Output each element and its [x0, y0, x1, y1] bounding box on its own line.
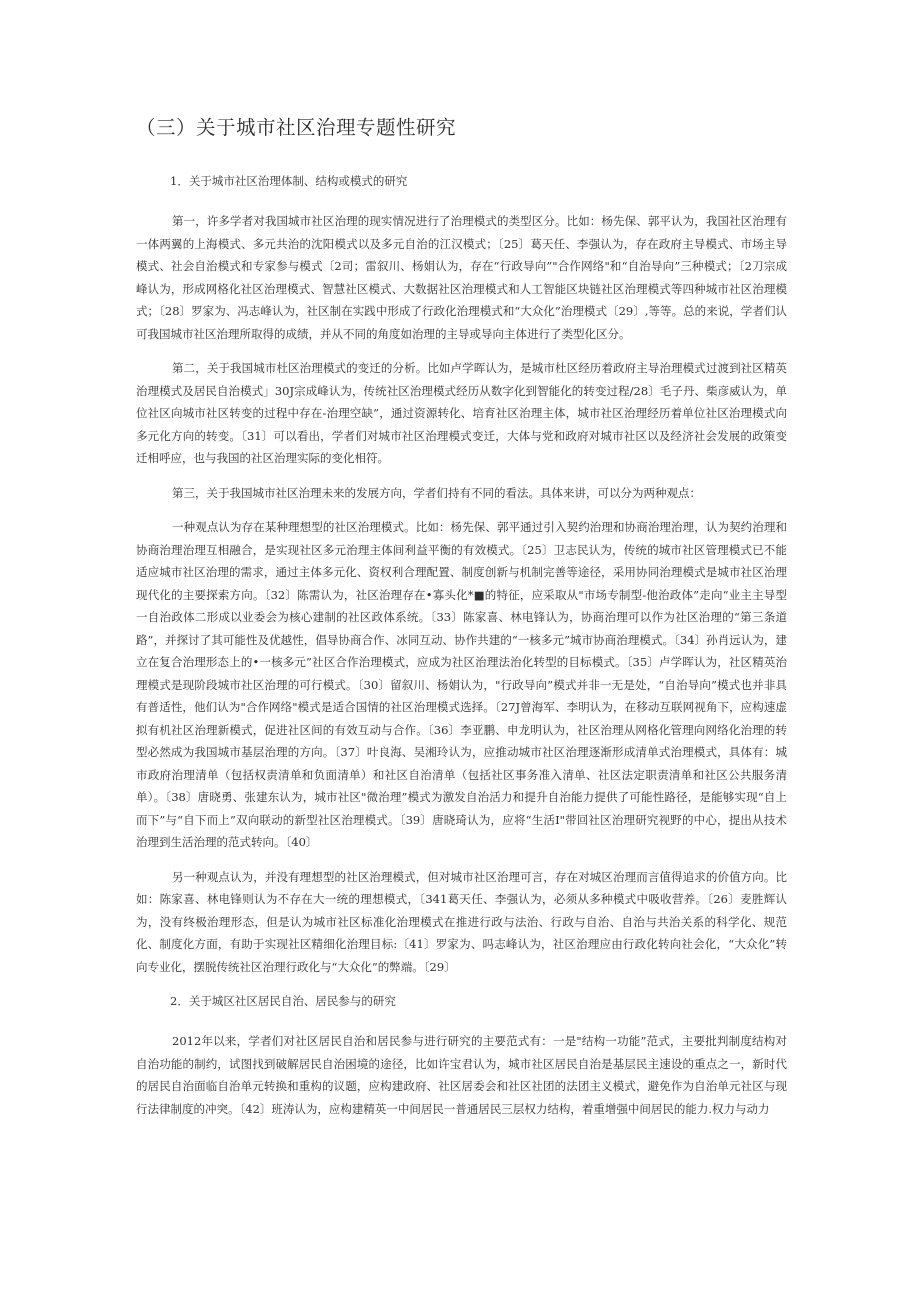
section-title: （三）关于城市社区治理专题性研究	[136, 116, 457, 139]
paragraph: 第一，许多学者对我国城市社区治理的现实情况进行了治理模式的类型区分。比如：杨先保、郭平认为，我国社区治理有一体两翼的上海模式、多元共治的沈阳模式以及多元自治的江汉模式；〔25〕葛天任、李强认为，存在政府主导模式、市场主导模式、社会自治模式和专家参与模式〔2司；雷叙川、杨娟认为，存在“行政导向”"合作网络"和“自治导向”三种模式；〔2刀宗成峰认为，形成网格化社区治理模式、智慧社区模式、大数据社区治理模式和人工智能区块链社区治理模式等四种城市社区治理模式；〔28〕罗家为、冯志峰认为，社区制在实践中形成了行政化治理模式和“大众化”治理模式〔29〕,等等。总的来说，学者们认可我国城市社区治理所取得的成绩，并从不同的角度如治理的主导或导向主体进行了类型化区分。	[136, 214, 787, 341]
subsection-heading: 1．关于城市社区治理体制、结构或模式的研究	[170, 174, 408, 188]
paragraph: 第三，关于我国城市社区治理未来的发展方向，学者们持有不同的看法。具体来讲，可以分为两种观点：	[172, 485, 701, 500]
subsection-2	[136, 990, 787, 1120]
paragraph: 2012年以来，学者们对社区居民自治和居民参与进行研究的主要范式有：一是"结构一功能”范式，主要批判制度结构对自治功能的制约，试图找到破解居民自治困境的途径，比如许宝君认为，城市社区居民自治是基层民主速设的重点之一，新时代的居民自治面临自治单元转换和重构的议题，应构建政府、社区居委会和社区社团的法团主义模式，避免作为自治单元社区与现行法律制度的冲突。〔42〕班涛认为，应构建精英一中间居民一普通居民三层权力结构，着重增强中间居民的能力.权力与动力	[136, 1034, 787, 1116]
subsection-1	[136, 170, 787, 978]
paragraph: 第二，关于我国城市杜区治理模式的变迁的分析。比如卢学晖认为，是城市杜区经历着政府主导治理模式过渡到社区精英治理模式及居民自治模式」30J宗成峰认为，传统社区治理模式经历从数字化到智能化的转变过程/28〕毛子丹、柴彦威认为，单位社区向城市社区转变的过程中存在-治理空缺”，通过资源转化、培育社区治理主体，城市社区治理经历着单位社区治理模式向多元化方向的转变。〔31〕可以看出，学者们对城市社区治理模式变迁，大体与党和政府对城市社区以及经济社会发展的政策变迁相呼应，也与我国的社区治理实际的变化相符。	[136, 361, 787, 465]
paragraph: 另一种观点认为，并没有理想型的社区治理模式，但对城市社区治理可言，存在对城区治理而言值得追求的价值方向。比如：陈家喜、林电锋则认为不存在大一统的理想模式，〔341葛天任、李强认为，必须从多种模式中吸收营养。〔26〕麦胜辉认为，没有终极治理形态，但是认为城市社区标准化治理模式在推进行政与法治、行政与自治、自治与共治关系的科学化、规范化、制度化方面，有助于实现社区精细化治理目标:〔41〕罗家为、吗志峰认为，社区治理应由行政化转向社会化，“大众化”转向专业化，摆脱传统社区治理行政化与“大众化”的弊端。〔29〕	[136, 869, 787, 974]
subsection-heading: 2．关于城区社区居民自治、居民参与的研究	[170, 994, 396, 1008]
paragraph: 一种观点认为存在某种理想型的社区治理模式。比如：杨先保、郭平通过引入契约治理和协商治理治理，认为契约治理和协商治理治理互相融合，是实现社区多元治理主体间利益平衡的有效模式。〔25〕卫志民认为，传统的城市社区管理模式已不能适应城市社区治理的需求，通过主体多元化、资权利合理配置、制度创新与机制完善等途径，采用协同治理模式是城市社区治理现代化的主要探索方向。〔32〕陈需认为，社区治理存在•寡头化*■的特征，应采取从"市场专制型-他治政体”走向“业主主导型一自治政体二形成以业委会为核心建制的社区政体系统。〔33〕陈家喜、林电锋认为，协商治理可以作为社区治理的“第三条道路”，并探讨了其可能性及优越性，倡导协商合作、冰同互动、协作共建的“一核多元”城市协商治理模式。〔34〕孙肖远认为，建立在复合治理形态上的•一核多元”社区合作治理模式，应成为社区治理法治化转型的目标模式。〔35〕卢学晖认为，社区精英治理模式是现阶段城市社区治理的可行模式。〔30〕留叙川、杨娟认为，"行政导向”模式并非一无是处，“自治导向”模式也并非具有普适性，他们认为"合作网络"模式是适合国情的社区治理模式选择。〔27J曾海军、李明认为，在移动互联网视角下，应构速虚拟有机社区治理新模式，促进社区间的有效互动与合作。〔36〕李亚鹏、申龙明认为，社区治理从网格化管理向网络化治理的转型必然成为我国城市基层治理的方向。〔37〕叶良海、吴湘玲认为，应推动城市社区治理逐渐形成清单式治理模式，具体有：城市政府治理清单（包括权责清单和负面清单）和社区自治清单（包括社区事务准入清单、社区法定职责清单和社区公共服务清单）。〔38〕唐晓勇、张建东认为，城市社区"微治理”模式为激发自治活力和提升自治能力提供了可能性路径，是能够实现“自上而下”与“自下而上”双向联动的新型社区治理模式。〔39〕唐晓琦认为，应将“生活I"带回社区治理研究视野的中心，提出从技术治理到生活治理的范式转向。〔40〕	[136, 520, 787, 849]
